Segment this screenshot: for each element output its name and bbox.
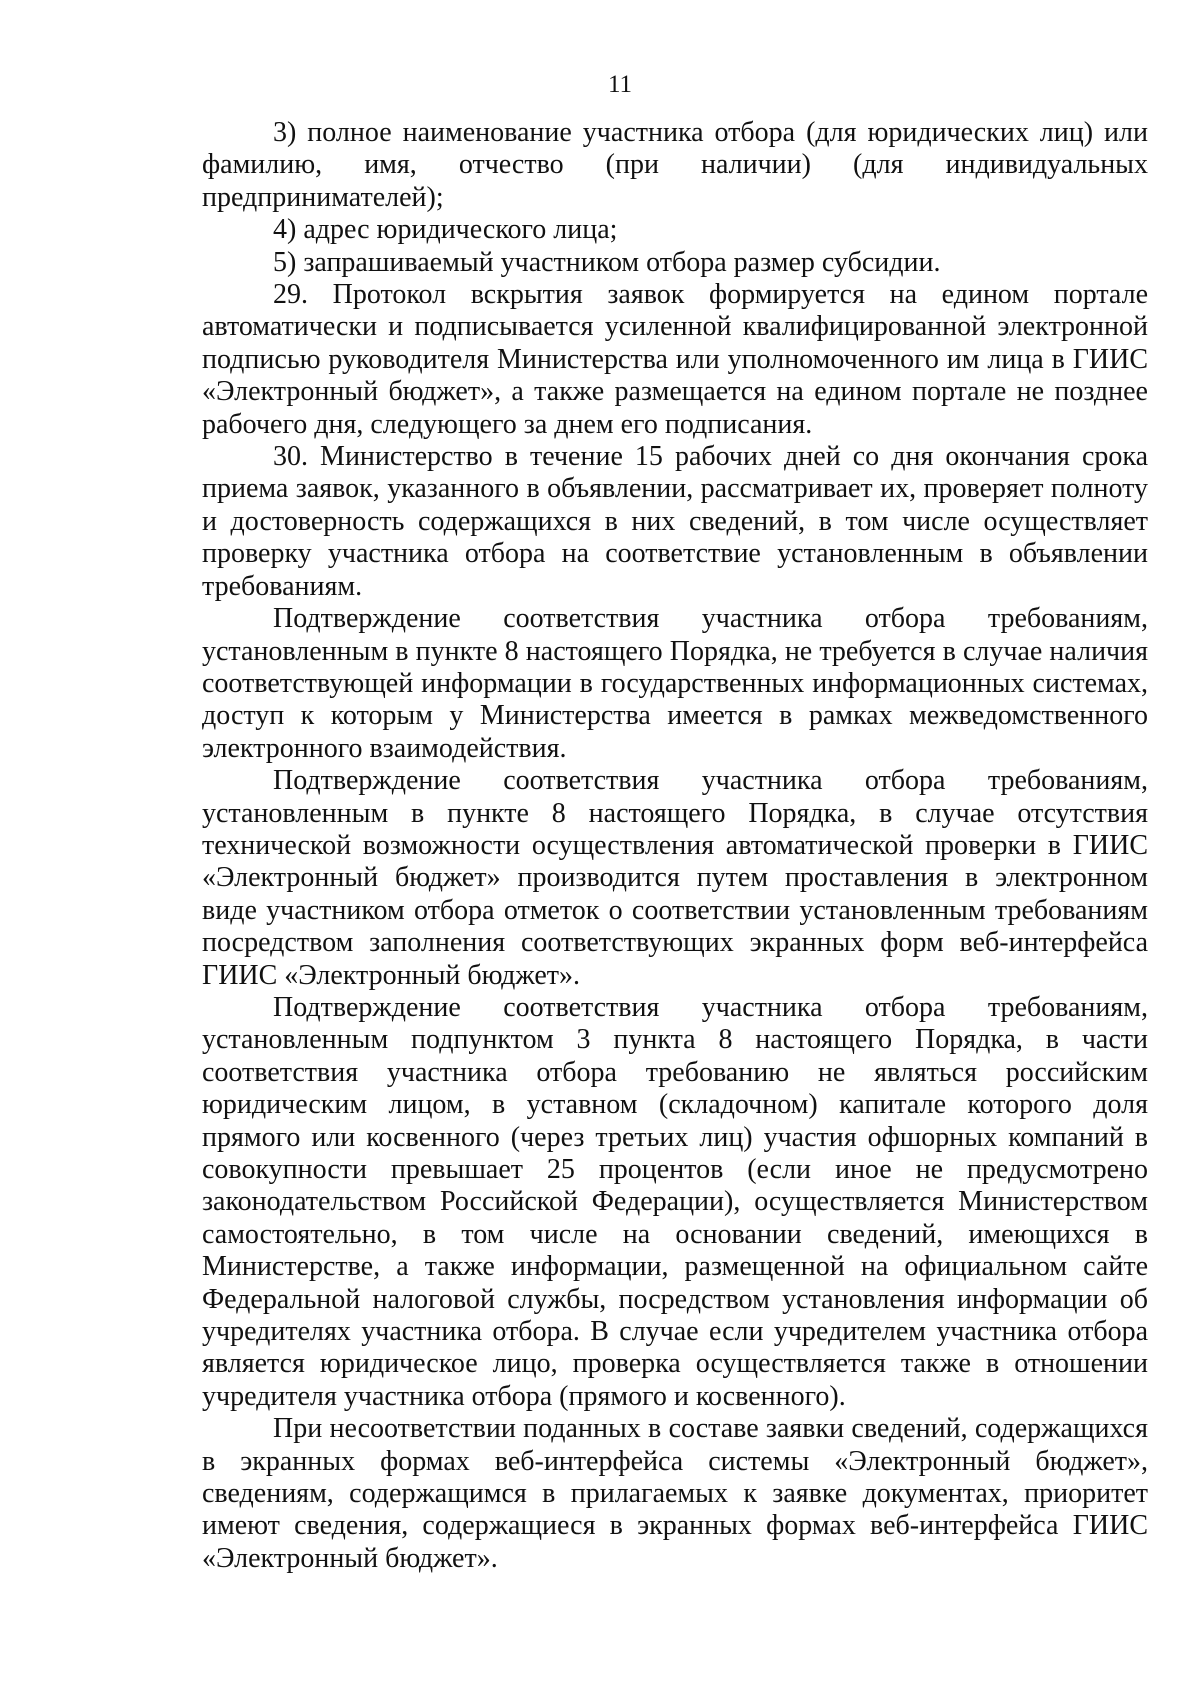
- paragraph-confirmation-2: Подтверждение соответствия участника отбора требованиям, установленным в пункте 8 настоящего Порядка, в случае отсутствия технической возможности осуществления автоматической проверки в ГИИС «Электронный бюджет» производится путем проставления в электронном виде участником отбора отметок о соответствии установленным требованиям посредством заполнения соответствующих экранных форм веб-интерфейса ГИИС «Электронный бюджет».: [202, 765, 1148, 991]
- paragraph-confirmation-1: Подтверждение соответствия участника отбора требованиям, установленным в пункте 8 настоящего Порядка, не требуется в случае наличия соответствующей информации в государственных информационных системах, доступ к которым у Министерства имеется в рамках межведомственного электронного взаимодействия.: [202, 603, 1148, 764]
- paragraph-confirmation-3: Подтверждение соответствия участника отбора требованиям, установленным подпунктом 3 пункта 8 настоящего Порядка, в части соответствия участника отбора требованию не являться российским юридическим лицом, в уставном (складочном) капитале которого доля прямого или косвенного (через третьих лиц) участия офшорных компаний в совокупности превышает 25 процентов (если иное не предусмотрено законодательством Российской Федерации), осуществляется Министерством самостоятельно, в том числе на основании сведений, имеющихся в Министерстве, а также информации, размещенной на официальном сайте Федеральной налоговой службы, посредством установления информации об учредителях участника отбора. В случае если учредителем участника отбора является юридическое лицо, проверка осуществляется также в отношении учредителя участника отбора (прямого и косвенного).: [202, 991, 1148, 1412]
- paragraph-item-4: 4) адрес юридического лица;: [273, 214, 618, 246]
- paragraph-item-3: 3) полное наименование участника отбора (для юридических лиц) или фамилию, имя, отчество (при наличии) (для индивидуальных предпринимателей);: [202, 117, 1148, 213]
- page-number: 11: [607, 71, 633, 98]
- paragraph-item-5: 5) запрашиваемый участником отбора размер субсидии.: [273, 246, 941, 278]
- document-body: [202, 117, 1148, 1575]
- paragraph-clause-29: 29. Протокол вскрытия заявок формируется на едином портале автоматически и подписывается усиленной квалифицированной электронной подписью руководителя Министерства или уполномоченного им лица в ГИИС «Электронный бюджет», а также размещается на едином портале не позднее рабочего дня, следующего за днем его подписания.: [202, 279, 1148, 440]
- paragraph-discrepancy: При несоответствии поданных в составе заявки сведений, содержащихся в экранных формах веб-интерфейса системы «Электронный бюджет», сведениям, содержащимся в прилагаемых к заявке документах, приоритет имеют сведения, содержащиеся в экранных формах веб-интерфейса ГИИС «Электронный бюджет».: [202, 1413, 1148, 1574]
- paragraph-clause-30: 30. Министерство в течение 15 рабочих дней со дня окончания срока приема заявок, указанного в объявлении, рассматривает их, проверяет полноту и достоверность содержащихся в них сведений, в том числе осуществляет проверку участника отбора на соответствие установленным в объявлении требованиям.: [202, 441, 1148, 602]
